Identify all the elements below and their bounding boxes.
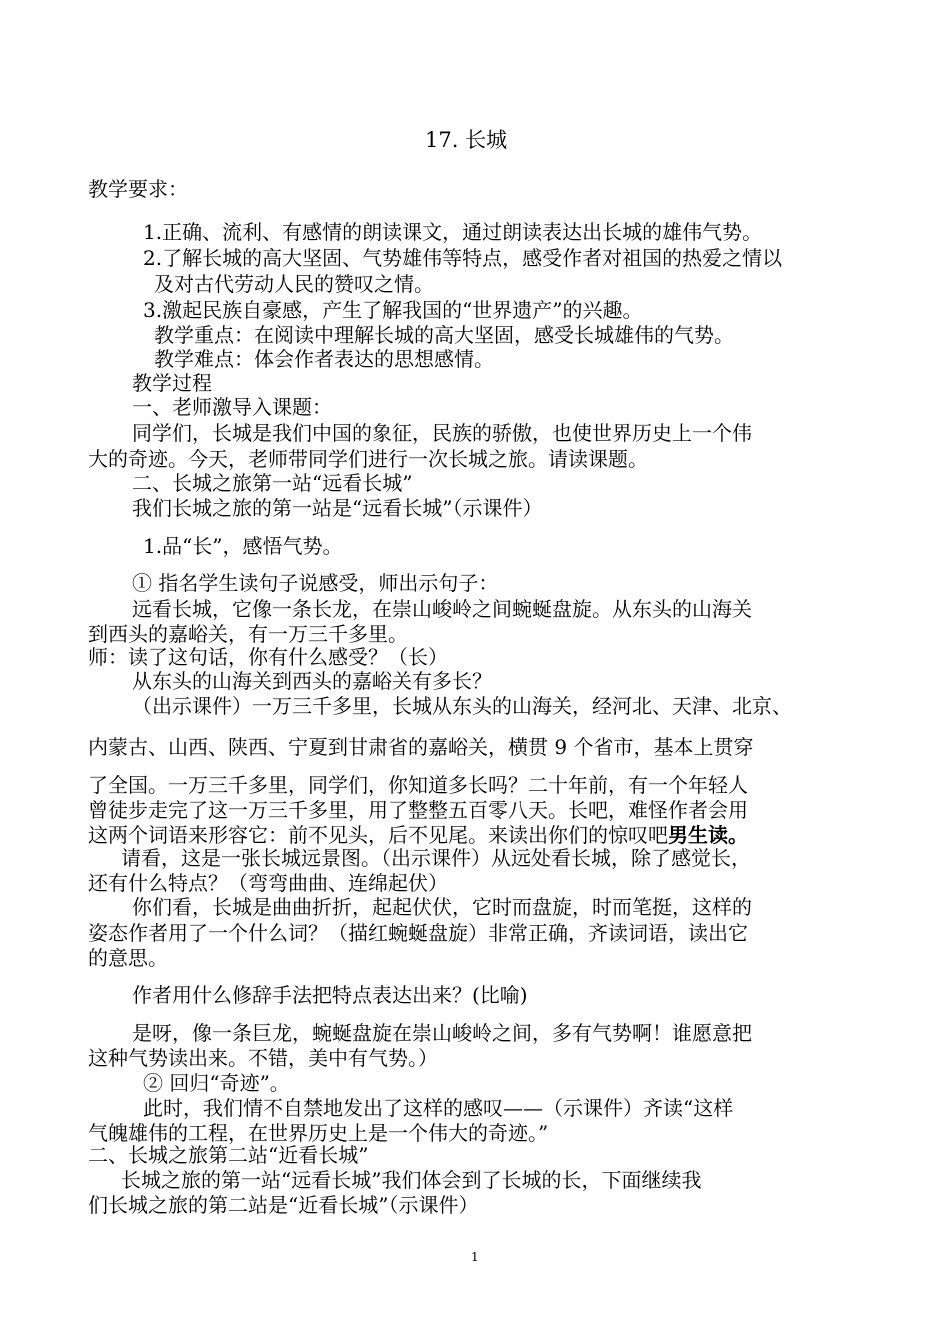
paragraph-line: 此时，我们情不自禁地发出了这样的感叹——（示课件）齐读“这样: [143, 1096, 734, 1120]
paragraph-line: 曾徒步走完了这一万三千多里，用了整整五百零八天。长吧，难怪作者会用: [88, 798, 748, 822]
paragraph-line: 内蒙古、山西、陕西、宁夏到甘肃省的嘉峪关，横贯 9 个省市，基本上贯穿: [88, 735, 754, 759]
paragraph-line: 1.正确、流利、有感情的朗读课文，通过朗读表达出长城的雄伟气势。: [143, 220, 763, 244]
page-number: 1: [471, 1250, 479, 1264]
paragraph-line: 这种气势读出来。不错，美中有气势。）: [88, 1046, 438, 1070]
paragraph-line: 长城之旅的第一站“远看长城”我们体会到了长城的长，下面继续我: [121, 1168, 702, 1192]
section-heading: 二、长城之旅第二站“近看长城”: [88, 1143, 369, 1167]
paragraph-line: 作者用什么修辞手法把特点表达出来？(比喻): [132, 983, 528, 1007]
paragraph-line: 大的奇迹。今天，老师带同学们进行一次长城之旅。请读课题。: [88, 447, 648, 471]
paragraph-line: 远看长城，它像一条长龙，在崇山峻岭之间蜿蜒盘旋。从东头的山海关: [132, 597, 752, 621]
paragraph-line: ① 指名学生读句子说感受，师出示句子：: [132, 571, 499, 595]
paragraph-line: 及对古代劳动人民的赞叹之情。: [154, 272, 434, 296]
page-title: 17. 长城: [425, 128, 508, 152]
sub-heading: ② 回归“奇迹”。: [143, 1071, 290, 1095]
paragraph-line: 的意思。: [88, 946, 168, 970]
paragraph-line: 们长城之旅的第二站是“近看长城”（示课件）: [88, 1193, 479, 1217]
paragraph-line: 气魄雄伟的工程，在世界历史上是一个伟大的奇迹。”: [88, 1121, 549, 1145]
paragraph-line: 3.激起民族自豪感，产生了解我国的“世界遗产”的兴趣。: [143, 298, 643, 322]
paragraph-line: 教学难点：体会作者表达的思想感情。: [154, 347, 494, 371]
paragraph-line: 2.了解长城的高大坚固、气势雄伟等特点，感受作者对祖国的热爱之情以: [143, 246, 783, 270]
paragraph-line: （出示课件）一万三千多里，长城从东头的山海关，经河北、天津、北京、: [132, 694, 792, 718]
paragraph-line: 同学们，长城是我们中国的象征，民族的骄傲，也使世界历史上一个伟: [132, 421, 752, 445]
paragraph-line: 师：读了这句话，你有什么感受？（长）: [88, 645, 448, 669]
paragraph-line: 你们看，长城是曲曲折折，起起伏伏，它时而盘旋，时而笔挺，这样的: [132, 895, 752, 919]
paragraph-line: 姿态作者用了一个什么词？（描红蜿蜒盘旋）非常正确，齐读词语，读出它: [88, 921, 748, 945]
section-heading: 二、长城之旅第一站“远看长城”: [132, 471, 413, 495]
section-heading: 教学要求：: [88, 177, 188, 201]
section-heading: 一、老师激导入课题：: [132, 395, 332, 419]
paragraph-text: 这两个词语来形容它：前不见头，后不见尾。来读出你们的惊叹吧: [88, 823, 668, 847]
sub-heading: 1.品“长”，感悟气势。: [143, 534, 343, 558]
emphasis-text: 男生读。: [668, 823, 748, 847]
paragraph-line: 教学重点：在阅读中理解长城的高大坚固，感受长城雄伟的气势。: [154, 323, 734, 347]
section-heading: 教学过程: [132, 371, 212, 395]
paragraph-line: 是呀，像一条巨龙，蜿蜒盘旋在崇山峻岭之间，多有气势啊！谁愿意把: [132, 1021, 752, 1045]
paragraph-line: 请看，这是一张长城远景图。（出示课件）从远处看长城，除了感觉长，: [121, 846, 751, 870]
paragraph-line: 到西头的嘉峪关，有一万三千多里。: [88, 622, 408, 646]
paragraph-line: 还有什么特点？（弯弯曲曲、连绵起伏）: [88, 871, 448, 895]
paragraph-line: 我们长城之旅的第一站是“远看长城”（示课件）: [132, 496, 543, 520]
paragraph-line: 从东头的山海关到西头的嘉峪关有多长？: [132, 669, 492, 693]
paragraph-line: 了全国。一万三千多里，同学们，你知道多长吗？二十年前，有一个年轻人: [88, 773, 748, 797]
